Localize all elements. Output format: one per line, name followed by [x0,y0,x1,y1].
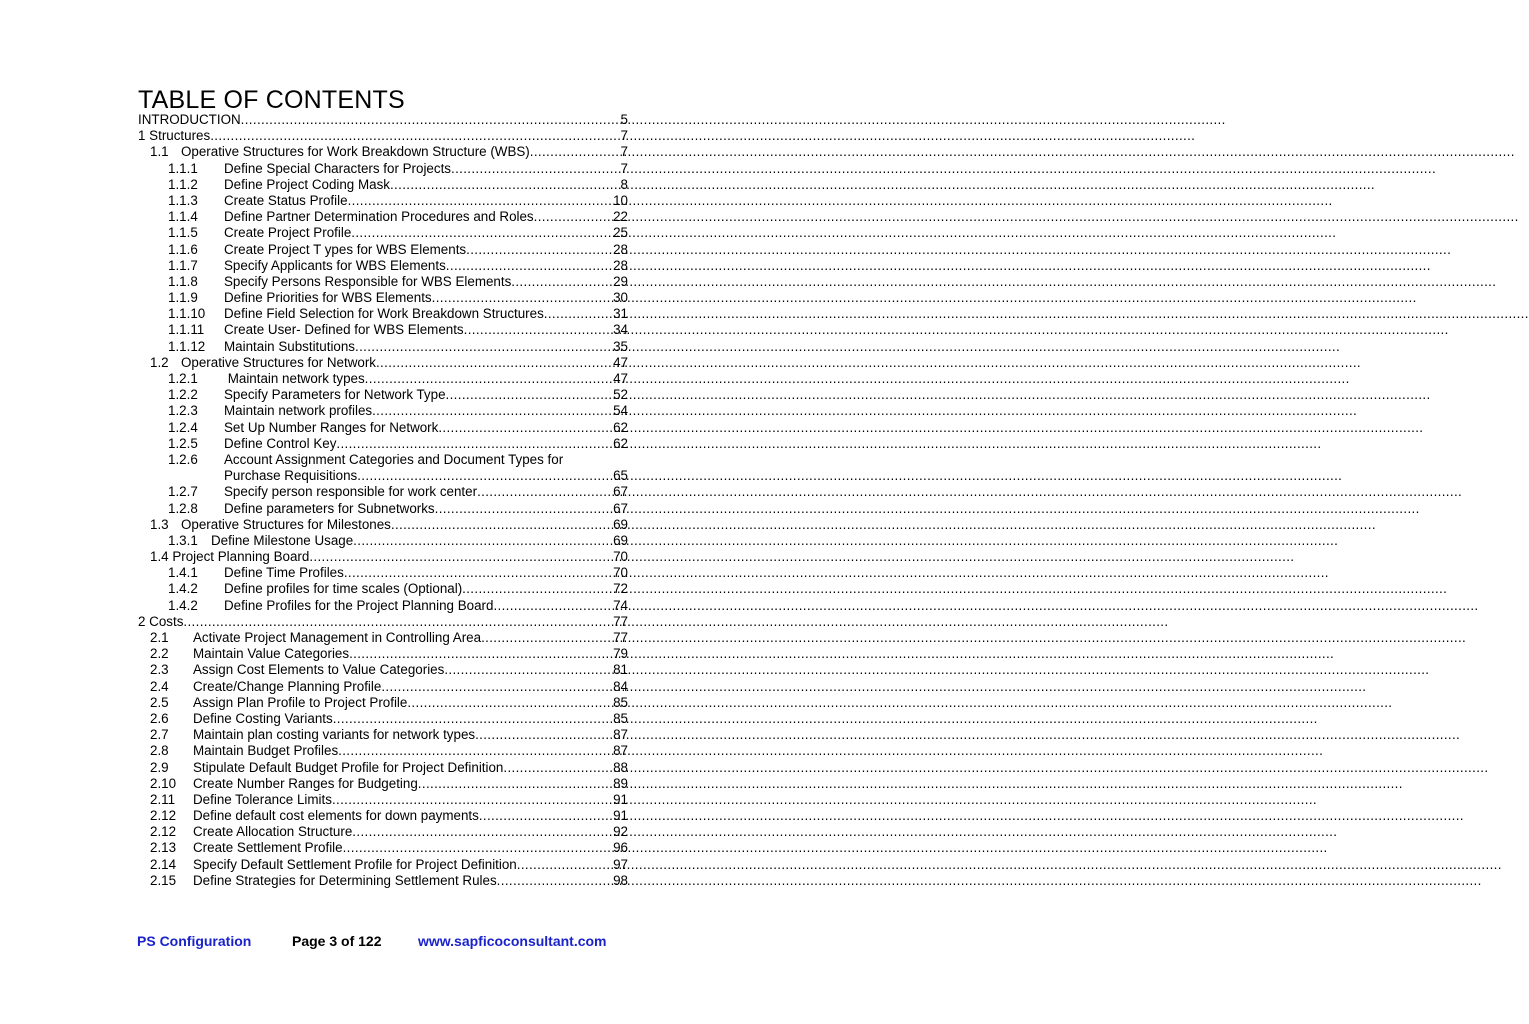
toc-entry-title: Specify Parameters for Network Type [224,387,446,403]
toc-entry-title: Create/Change Planning Profile [193,678,382,694]
toc-entry-number: 2.10 [150,775,177,791]
toc-entry-number: 1.4.2 [168,581,198,597]
toc-entry-page: 77 [613,630,628,645]
toc-entry[interactable] [138,436,628,452]
toc-entry-number: 1.1.11 [168,322,205,338]
toc-dot-leader [365,371,613,387]
footer-doc-title: PS Configuration [137,933,252,949]
toc-dot-leader [464,322,613,338]
toc-entry-number: 1.2 [150,354,169,370]
toc-entry-page: 28 [613,241,628,257]
toc-entry-number: 2.3 [150,662,169,678]
toc-entry[interactable] [138,727,628,743]
toc-dot-leader [517,857,613,873]
toc-dot-leader [530,144,621,160]
toc-entry-number: 1.1.6 [168,241,198,257]
toc-entry-number: 1.4.2 [168,597,198,613]
toc-entry-number: 2.11 [150,791,176,807]
toc-entry-page: 52 [613,387,628,403]
toc-entry-number: 1.2.1 [168,371,198,386]
toc-entry[interactable] [138,452,628,468]
toc-entry-number: 1.4 Project Planning Board [150,549,310,565]
toc-entry-page: 62 [613,419,628,435]
toc-entry[interactable] [138,598,628,614]
toc-entry-page: 92 [613,824,628,840]
toc-dot-leader [332,792,613,808]
toc-entry-page: 84 [613,678,628,694]
toc-entry-page: 62 [613,435,628,451]
toc-entry-title: Define parameters for Subnetworks [224,500,435,516]
toc-dot-leader [343,840,613,856]
toc-entry-title: Define Costing Variants [193,710,333,726]
toc-entry-title: Specify Default Settlement Profile for Project Definition [193,856,517,872]
toc-entry-page: 65 [613,468,628,484]
toc-entry[interactable] [138,274,628,290]
toc-entry[interactable] [138,614,628,630]
toc-entry-number: 2.8 [150,743,169,759]
toc-entry-page: 97 [613,856,628,872]
toc-entry-title: Specify Persons Responsible for WBS Elements [224,273,512,289]
toc-entry-title: Create Status Profile [224,192,348,208]
toc-dot-leader [357,468,613,484]
toc-entry-title: Maintain network profiles [224,403,373,419]
toc-entry-title: Define profiles for time scales (Optional) [224,581,463,597]
toc-entry-page: 72 [613,581,628,597]
toc-entry-number: 2.5 [150,694,169,710]
toc-dot-leader [390,177,621,193]
toc-entry[interactable] [138,242,628,258]
toc-entry-title: Define Partner Determination Procedures and Roles [224,209,534,225]
toc-entry-number: 1.1.5 [168,225,198,241]
toc-entry-title: Operative Structures for Milestones [181,516,391,532]
toc-entry[interactable] [138,355,628,371]
toc-entry-number: 2.15 [150,872,177,888]
toc-entry-page: 35 [613,338,628,354]
toc-dot-leader [241,112,621,128]
toc-entry-page: 54 [613,403,628,419]
toc-entry[interactable] [138,808,628,824]
toc-entry-page: 87 [613,743,628,759]
toc-entry[interactable] [138,743,628,759]
toc-entry-title: Define default cost elements for down payments [193,808,479,824]
toc-dot-leader [376,355,613,371]
toc-entry-number: 1.3 [150,516,169,532]
toc-entry-title: Set Up Number Ranges for Network [224,419,439,435]
toc-entry-page: 91 [613,808,628,824]
toc-entry-number: 1.2.7 [168,484,198,500]
toc-entry-title: Account Assignment Categories and Document Types for [224,451,564,467]
toc-entry-title: Create Project Profile [224,225,352,241]
toc-dot-leader [446,387,614,403]
toc-dot-leader [344,565,613,581]
toc-entry[interactable] [138,290,628,306]
toc-entry[interactable] [138,840,628,856]
toc-entry-title: Maintain network types [224,371,365,386]
toc-entry[interactable] [138,792,628,808]
toc-dot-leader [481,630,613,646]
toc-entry[interactable] [138,128,628,144]
toc-entry-number: 1.2.6 [168,451,198,467]
toc-dot-leader [336,436,613,452]
toc-entry-number: 2 Costs [138,613,184,629]
toc-entry-title: Create Number Ranges for Budgeting [193,775,418,791]
toc-dot-leader [333,711,613,727]
toc-entry-number: 1.2.3 [168,403,198,419]
toc-dot-leader [493,598,613,614]
table-of-contents [138,112,628,889]
toc-entry-number: 1.1.3 [168,192,198,208]
toc-dot-leader [438,420,613,436]
toc-dot-leader [391,517,613,533]
toc-dot-leader [372,403,613,419]
toc-entry-page: 98 [613,872,628,888]
toc-entry-page: 22 [613,209,628,225]
toc-entry[interactable] [138,711,628,727]
toc-dot-leader [462,581,613,597]
toc-entry[interactable] [138,630,628,646]
toc-entry-title: Assign Cost Elements to Value Categories [193,662,445,678]
toc-dot-leader [352,824,613,840]
toc-entry[interactable] [138,662,628,678]
toc-entry[interactable] [138,112,628,128]
toc-entry-title: Define Priorities for WBS Elements [224,290,432,306]
toc-entry[interactable] [138,679,628,695]
toc-entry-number: 1.1.12 [168,338,206,354]
toc-entry-title: Maintain Budget Profiles [193,743,339,759]
toc-entry-page: 7 [620,160,628,176]
toc-entry-title: Maintain Substitutions [224,338,356,354]
toc-entry-title: Maintain plan costing variants for network types [193,727,476,743]
toc-entry-page: 87 [613,727,628,743]
toc-entry-title: Maintain Value Categories [193,646,350,662]
toc-entry-page: 74 [613,597,628,613]
toc-dot-leader [349,646,613,662]
toc-entry[interactable] [138,565,628,581]
toc-dot-leader [432,290,613,306]
toc-entry-number: 1.3.1 [168,532,198,548]
toc-dot-leader [355,339,613,355]
toc-entry-title: Define Profiles for the Project Planning Board [224,597,494,613]
toc-dot-leader [435,501,613,517]
toc-entry-title: Define Control Key [224,435,337,451]
toc-entry[interactable] [138,420,628,436]
toc-entry-page: 67 [613,500,628,516]
toc-dot-leader [503,760,613,776]
toc-dot-leader [338,743,613,759]
toc-entry[interactable] [138,517,628,533]
toc-entry-number: 2.14 [150,856,177,872]
toc-dot-leader [479,808,613,824]
toc-dot-leader [475,727,613,743]
toc-entry-number: 2.7 [150,727,169,743]
toc-entry-title: Create Allocation Structure [193,824,353,840]
toc-entry-title: Define Strategies for Determining Settlement Rules [193,872,497,888]
toc-entry-title: Stipulate Default Budget Profile for Project Definition [193,759,504,775]
toc-entry-title: Define Tolerance Limits [193,791,332,807]
toc-entry-number: 2.9 [150,759,169,775]
toc-entry[interactable] [138,387,628,403]
toc-entry-number: 1.2.4 [168,419,198,435]
toc-entry-page: 25 [613,225,628,241]
toc-dot-leader [544,306,613,322]
toc-entry-page: 70 [613,549,628,565]
toc-entry-page: 67 [613,484,628,500]
toc-dot-leader [407,695,613,711]
toc-entry-number: 1.1.8 [168,273,198,289]
toc-entry-page: 89 [613,775,628,791]
toc-dot-leader [183,614,613,630]
toc-entry[interactable] [138,258,628,274]
toc-entry[interactable] [138,857,628,873]
toc-entry-page: 69 [613,516,628,532]
toc-entry[interactable] [138,161,628,177]
toc-entry-page: 69 [613,532,628,548]
toc-entry-title: Define Project Coding Mask [224,176,390,192]
toc-entry[interactable] [138,873,628,889]
toc-entry-number: 2.12 [150,824,177,840]
toc-entry-number: 1.1.10 [168,306,206,322]
toc-entry-page: 91 [613,791,628,807]
toc-dot-leader [210,128,620,144]
toc-entry-number: 1.1.7 [168,257,198,273]
toc-entry-page: 85 [613,710,628,726]
toc-dot-leader [446,258,613,274]
toc-entry-title: Create User- Defined for WBS Elements [224,322,464,338]
toc-entry-number: 1.1.9 [168,290,198,306]
toc-entry[interactable] [138,468,628,484]
toc-entry-page: 96 [613,840,628,856]
toc-entry[interactable] [138,484,628,500]
toc-entry-number: 1 Structures [138,128,211,144]
toc-entry-number: 1.1.4 [168,209,198,225]
toc-entry-page: 30 [613,290,628,306]
toc-entry[interactable] [138,646,628,662]
toc-entry-title: Define Milestone Usage [211,532,354,548]
toc-dot-leader [309,549,613,565]
toc-entry-page: 7 [620,144,628,160]
toc-entry-number: 2.2 [150,646,169,662]
toc-dot-leader [381,679,613,695]
toc-dot-leader [353,533,613,549]
toc-entry-title: Specify person responsible for work center [224,484,478,500]
page-title: TABLE OF CONTENTS [138,86,405,114]
toc-entry-title: Define Special Characters for Projects [224,160,451,176]
toc-entry-number: 2.12 [150,808,177,824]
toc-entry[interactable] [138,533,628,549]
toc-entry-page: 47 [613,354,628,370]
toc-entry[interactable] [138,225,628,241]
toc-entry-title: INTRODUCTION [138,112,241,127]
toc-entry[interactable] [138,776,628,792]
toc-entry-page: 85 [613,694,628,710]
toc-entry[interactable] [138,501,628,517]
toc-entry-page: 34 [613,322,628,338]
toc-dot-leader [348,193,614,209]
toc-entry-page: 7 [620,128,628,144]
page-footer [0,933,768,951]
toc-dot-leader [477,484,613,500]
toc-entry-page: 31 [613,306,628,322]
toc-entry-number: 1.4.1 [168,565,198,581]
toc-dot-leader [418,776,613,792]
toc-entry-page: 77 [613,613,628,629]
toc-entry[interactable] [138,581,628,597]
toc-entry-number: 1.1 [150,144,169,160]
toc-entry-title: Define Time Profiles [224,565,344,581]
toc-entry[interactable] [138,339,628,355]
toc-entry[interactable] [138,177,628,193]
toc-entry-title: Purchase Requisitions [224,468,358,484]
toc-entry-title: Specify Applicants for WBS Elements [224,257,446,273]
toc-entry-page: 5 [620,112,628,127]
toc-entry-page: 8 [620,176,628,192]
toc-entry-number: 2.6 [150,710,169,726]
toc-entry-page: 79 [613,646,628,662]
toc-entry-title: Operative Structures for Work Breakdown Structure (WBS) [181,144,530,160]
toc-entry-page: 29 [613,273,628,289]
toc-dot-leader [451,161,621,177]
toc-entry[interactable] [138,760,628,776]
toc-entry-number: 1.2.8 [168,500,198,516]
toc-entry-page: 88 [613,759,628,775]
toc-entry[interactable] [138,193,628,209]
toc-dot-leader [466,242,613,258]
toc-entry-number: 2.4 [150,678,169,694]
toc-entry[interactable] [138,549,628,565]
toc-entry-number: 1.1.1 [168,160,198,176]
toc-entry-page: 81 [613,662,628,678]
toc-entry-title: Create Project T ypes for WBS Elements [224,241,467,257]
toc-entry[interactable] [138,371,628,387]
toc-dot-leader [351,225,613,241]
toc-entry-title: Operative Structures for Network [181,354,376,370]
toc-entry-number: 1.1.2 [168,176,198,192]
toc-entry-title: Define Field Selection for Work Breakdown Structures [224,306,544,322]
toc-entry-number: 1.2.5 [168,435,198,451]
toc-dot-leader [511,274,613,290]
toc-entry-page: 10 [613,192,628,208]
toc-entry-page: 28 [613,257,628,273]
toc-entry-title: Create Settlement Profile [193,840,343,856]
toc-entry-page: 70 [613,565,628,581]
toc-entry-page: 47 [613,371,628,386]
toc-entry-title: Activate Project Management in Controlling Area [193,630,482,645]
toc-dot-leader [534,209,613,225]
toc-dot-leader [444,662,613,678]
toc-entry[interactable] [138,824,628,840]
footer-website-link[interactable]: www.sapficoconsultant.com [418,933,607,949]
toc-entry-number: 2.13 [150,840,177,856]
toc-entry[interactable] [138,144,628,160]
toc-entry[interactable] [138,695,628,711]
toc-entry-number: 2.1 [150,630,169,645]
toc-entry[interactable] [138,322,628,338]
toc-dot-leader [497,873,613,889]
footer-page-number: Page 3 of 122 [292,933,382,949]
toc-entry[interactable] [138,403,628,419]
toc-entry-number: 1.2.2 [168,387,198,403]
toc-entry-title: Assign Plan Profile to Project Profile [193,694,408,710]
toc-entry[interactable] [138,209,628,225]
toc-entry[interactable] [138,306,628,322]
